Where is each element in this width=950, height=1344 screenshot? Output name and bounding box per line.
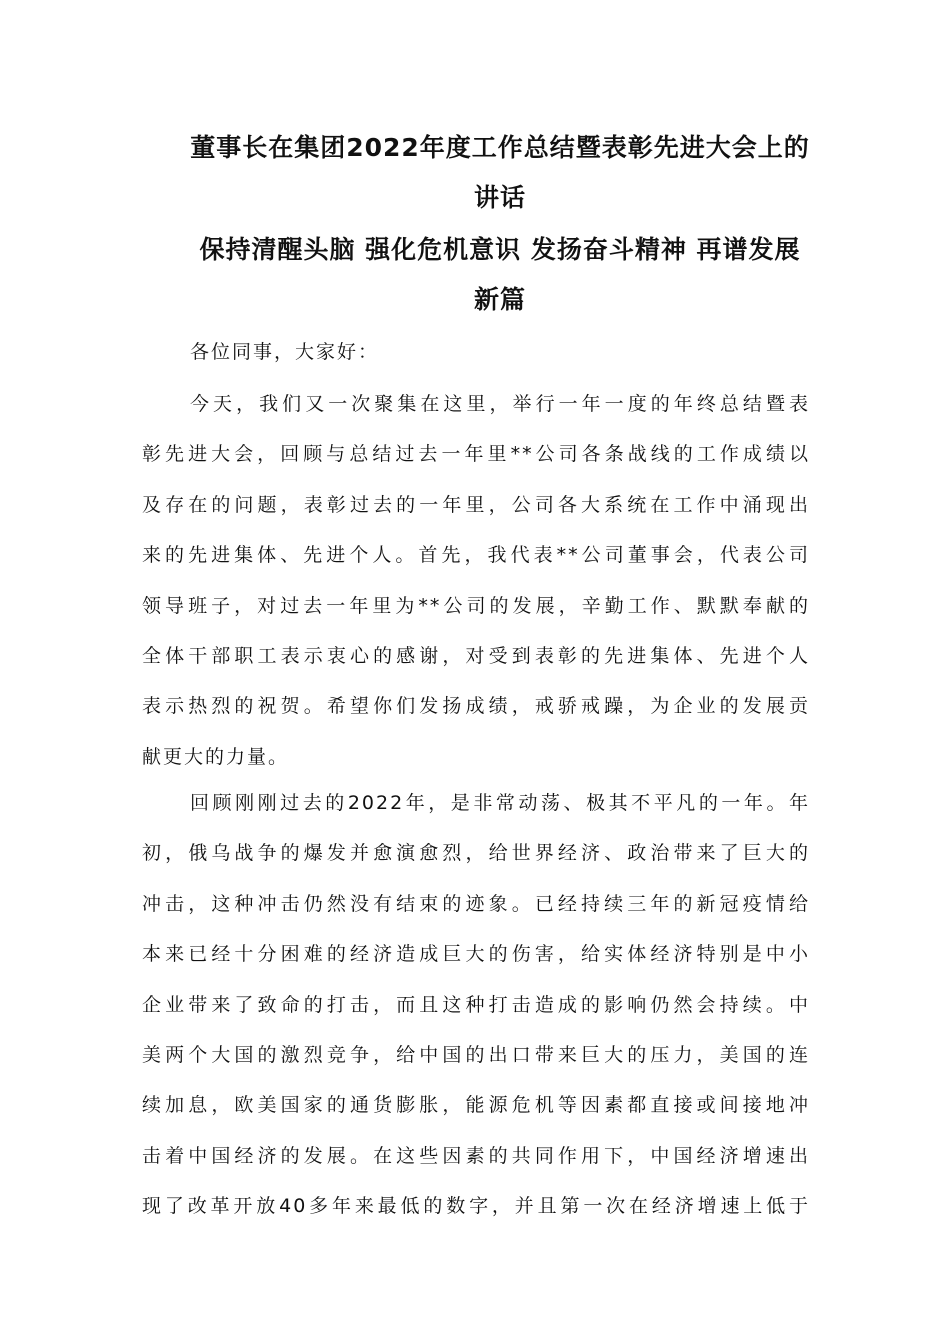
- paragraph-line: 彰先进大会，回顾与总结过去一年里**公司各条战线的工作成绩以: [142, 443, 810, 466]
- paragraph-line: 及存在的问题，表彰过去的一年里，公司各大系统在工作中涌现出: [142, 493, 810, 516]
- paragraph-line: 全体干部职工表示衷心的感谢，对受到表彰的先进集体、先进个人: [142, 644, 810, 667]
- paragraph-line: 今天，我们又一次聚集在这里，举行一年一度的年终总结暨表: [190, 393, 810, 415]
- subtitle-line-1: 保持清醒头脑 强化危机意识 发扬奋斗精神 再谱发展: [199, 235, 801, 264]
- subtitle-line-2: 新篇: [473, 285, 526, 314]
- paragraph-line: 领导班子，对过去一年里为**公司的发展，辛勤工作、默默奉献的: [142, 594, 810, 617]
- title-line-1: 董事长在集团2022年度工作总结暨表彰先进大会上的: [190, 133, 810, 162]
- paragraph-line: 献更大的力量。: [142, 745, 290, 768]
- paragraph-line: 续加息，欧美国家的通货膨胀，能源危机等因素都直接或间接地冲: [142, 1094, 810, 1117]
- greeting: 各位同事，大家好：: [190, 341, 380, 363]
- paragraph-line: 美两个大国的激烈竞争，给中国的出口带来巨大的压力，美国的连: [142, 1043, 810, 1066]
- paragraph-line: 表示热烈的祝贺。希望你们发扬成绩，戒骄戒躁，为企业的发展贡: [142, 695, 810, 718]
- paragraph-line: 初，俄乌战争的爆发并愈演愈烈，给世界经济、政治带来了巨大的: [142, 842, 810, 865]
- paragraph-line: 来的先进集体、先进个人。首先，我代表**公司董事会，代表公司: [142, 544, 810, 567]
- paragraph-line: 击着中国经济的发展。在这些因素的共同作用下，中国经济增速出: [142, 1144, 810, 1167]
- paragraph-line: 回顾刚刚过去的2022年，是非常动荡、极其不平凡的一年。年: [190, 792, 810, 814]
- paragraph-line: 现了改革开放40多年来最低的数字，并且第一次在经济增速上低于: [142, 1195, 810, 1218]
- paragraph-line: 企业带来了致命的打击，而且这种打击造成的影响仍然会持续。中: [142, 993, 810, 1016]
- paragraph-line: 本来已经十分困难的经济造成巨大的伤害，给实体经济特别是中小: [142, 943, 810, 966]
- document-subtitle: [140, 225, 860, 325]
- paragraph-1: [142, 379, 810, 782]
- paragraph-2: [142, 778, 810, 1232]
- paragraph-line: 冲击，这种冲击仍然没有结束的迹象。已经持续三年的新冠疫情给: [142, 892, 810, 915]
- document-title: [140, 123, 860, 223]
- title-line-2: 讲话: [473, 183, 526, 212]
